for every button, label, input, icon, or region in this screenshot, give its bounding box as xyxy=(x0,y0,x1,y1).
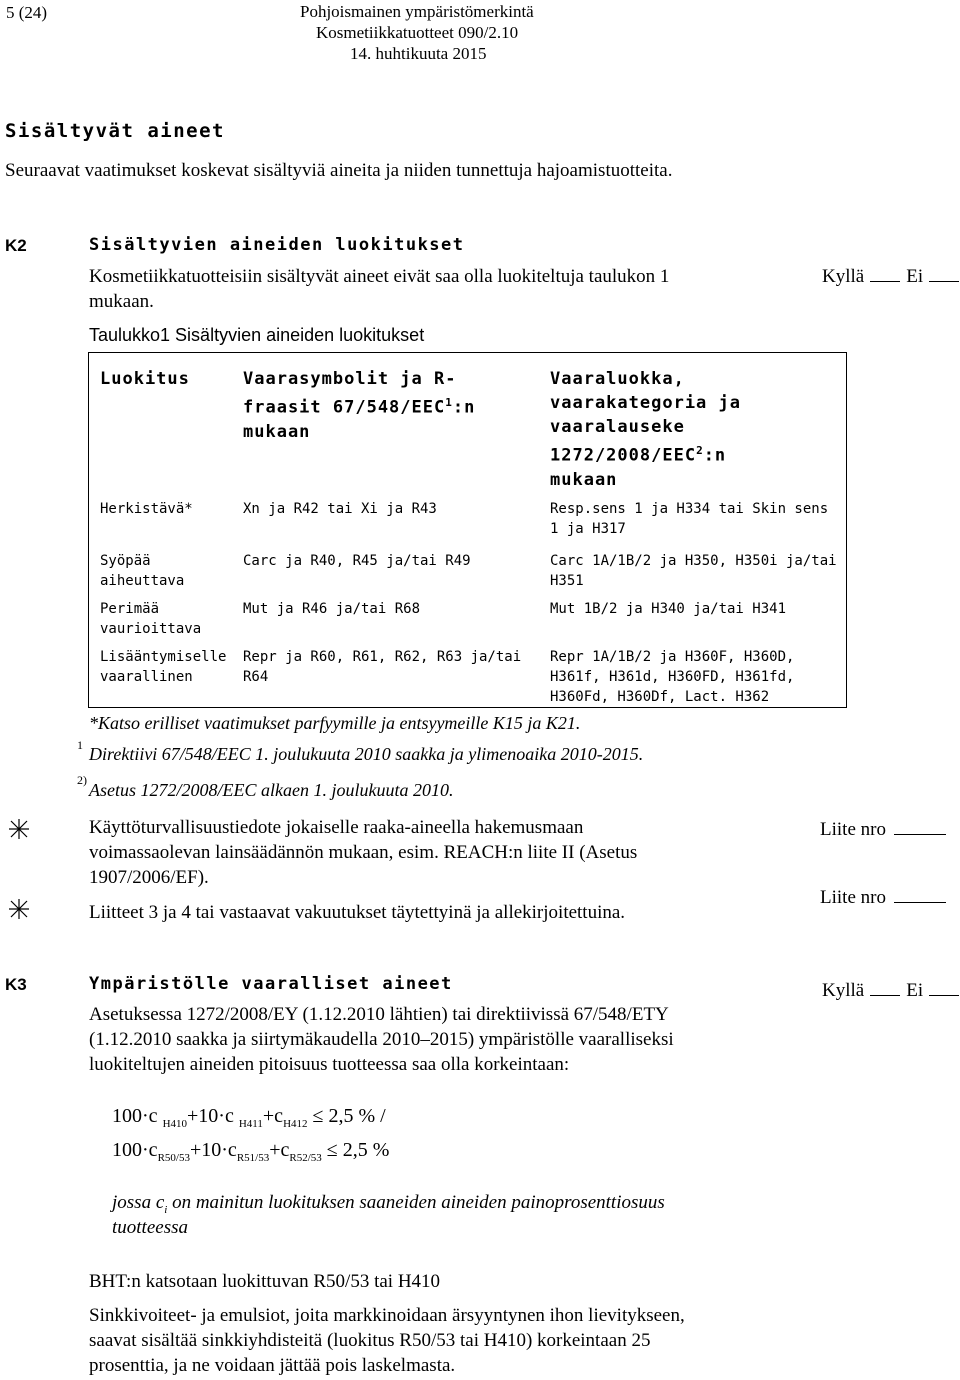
jossa-line1: jossa $c_i$ on mainitun luokituksen saaneiden aineiden painoprosenttiosuus xyxy=(112,1192,665,1216)
table-cell: Mut 1B/2 ja H340 ja/tai H341 xyxy=(550,601,787,617)
k3-text-line1: Asetuksessa 1272/2008/EY (1.12.2010 lähtien) tai direktiivissä 67/548/ETY xyxy=(89,1004,669,1025)
footnote-1-mark: 1 xyxy=(77,738,83,752)
k2-item1-line2: voimassaolevan lainsäädännön mukaan, esim. REACH:n liite II (Asetus xyxy=(89,842,638,863)
k2-item1-line1: Käyttöturvallisuustiedote jokaiselle raaka-aineella hakemusmaan xyxy=(89,817,584,838)
footnote-2: Asetus 1272/2008/EEC alkaen 1. joulukuuta 2010. xyxy=(89,780,454,800)
table-cell: Carc 1A/1B/2 ja H350, H350i ja/tai H351 xyxy=(550,553,837,589)
table-header-c3-line4: 1272/2008/EEC$^2$:n xyxy=(550,444,727,466)
sinkki-line1: Sinkkivoiteet- ja emulsiot, joita markkinoidaan ärsyyntynen ihon lievitykseen, xyxy=(89,1305,685,1326)
table-cell: Repr ja R60, R61, R62, R63 ja/tai R64 xyxy=(243,649,522,685)
k2-title: Sisältyvien aineiden luokitukset xyxy=(89,235,465,255)
formula-1: 100·c $_{H410}$+10·c $_{H411}+c_{H412} \le 2,5$ % / xyxy=(112,1105,386,1130)
table-header-c3-line2: vaarakategoria ja xyxy=(550,393,741,413)
table-row: Herkistävä* xyxy=(100,501,193,517)
table-row: Perimää vaurioittava xyxy=(100,601,202,637)
note-icon xyxy=(8,818,30,840)
k3-title: Ympäristölle vaaralliset aineet xyxy=(89,974,453,994)
formula-2: $100\cdot c_{R50/53}+10\cdot c_{R51/53}+c_{R52/53} \le 2,5$ % xyxy=(112,1139,390,1164)
table-header-c2-line1: Vaarasymbolit ja R- xyxy=(243,369,457,389)
k2-text-line2: mukaan. xyxy=(89,291,154,312)
note-icon xyxy=(8,898,30,920)
table-cell: Repr 1A/1B/2 ja H360F, H360D, H361f, H361d, H360FD, H361fd, H360Fd, H360Df, Lact. H362 xyxy=(550,649,795,705)
k2-ei-label: Ei xyxy=(906,266,924,287)
table-header-c2-line2: fraasit 67/548/EEC$^1$:n xyxy=(243,396,476,418)
k3-ei-label: Ei xyxy=(906,980,924,1001)
k3-answer xyxy=(822,978,960,1003)
section-intro: Seuraavat vaatimukset koskevat sisältyviä aineita ja niiden tunnettuja hajoamistuotteita. xyxy=(5,160,673,181)
k3-ei-blank[interactable] xyxy=(929,979,959,996)
table-title: Taulukko1 Sisältyvien aineiden luokitukset xyxy=(89,325,425,345)
table-cell: Carc ja R40, R45 ja/tai R49 xyxy=(243,553,471,569)
table-header-c3-line3: vaaralauseke xyxy=(550,417,685,437)
table-note: *Katso erilliset vaatimukset parfyymille ja entsyymeille K15 ja K21. xyxy=(89,713,581,733)
k2-ei-blank[interactable] xyxy=(929,265,959,282)
k3-text-line3: luokiteltujen aineiden pitoisuus tuotteessa saa olla korkeintaan: xyxy=(89,1054,570,1075)
k3-code: K3 xyxy=(5,975,27,994)
table-header-c3-line5: mukaan xyxy=(550,469,618,490)
table-row: Syöpää aiheuttava xyxy=(100,553,185,589)
bht-text: BHT:n katsotaan luokittuvan R50/53 tai H410 xyxy=(89,1271,441,1292)
table-header-luokitus: Luokitus xyxy=(100,369,190,389)
k3-text-line2: (1.12.2010 saakka ja siirtymäkaudella 2010–2015) ympäristölle vaaralliseksi xyxy=(89,1029,674,1050)
table-cell: Xn ja R42 tai Xi ja R43 xyxy=(243,501,437,517)
liite-1-blank[interactable] xyxy=(894,818,946,835)
liite-2: Liite nro xyxy=(820,885,946,910)
k2-kylla-blank[interactable] xyxy=(870,265,900,282)
liite-2-blank[interactable] xyxy=(894,886,946,903)
k2-code: K2 xyxy=(5,236,27,255)
k2-item2: Liitteet 3 ja 4 tai vastaavat vakuutukset täytettyinä ja allekirjoitettuina. xyxy=(89,902,626,923)
header-date: 14. huhtikuuta 2015 xyxy=(350,44,487,63)
footnote-1: Direktiivi 67/548/EEC 1. joulukuuta 2010 saakka ja ylimenoaika 2010-2015. xyxy=(89,744,644,764)
jossa-line2: tuotteessa xyxy=(112,1217,188,1238)
table-header-vaarasymbolit xyxy=(243,367,475,444)
k2-item1-line3: 1907/2006/EF). xyxy=(89,867,209,888)
k3-kylla-label: Kyllä xyxy=(822,980,865,1001)
page-number: 5 (24) xyxy=(6,3,48,22)
table-header-c3-line1: Vaaraluokka, xyxy=(550,369,685,389)
liite-1: Liite nro xyxy=(820,817,946,842)
table-header-vaaraluokka xyxy=(550,367,741,492)
sinkki-line2: saavat sisältää sinkkiyhdisteitä (luokitus R50/53 tai H410) korkeintaan 25 xyxy=(89,1330,651,1351)
k3-kylla-blank[interactable] xyxy=(870,979,900,996)
header-org: Pohjoismainen ympäristömerkintä xyxy=(300,2,534,21)
section-title: Sisältyvät aineet xyxy=(5,120,225,142)
sinkki-line3: prosenttia, ja ne voidaan jättää pois laskelmasta. xyxy=(89,1355,456,1376)
footnote-2-mark: 2) xyxy=(77,773,87,787)
header-doc: Kosmetiikkatuotteet 090/2.10 xyxy=(316,23,519,42)
table-cell: Mut ja R46 ja/tai R68 xyxy=(243,601,421,617)
k2-text-line1: Kosmetiikkatuotteisiin sisältyvät aineet eivät saa olla luokiteltuja taulukon 1 xyxy=(89,266,670,287)
k2-kylla-label: Kyllä xyxy=(822,266,865,287)
table-header-c2-line3: mukaan xyxy=(243,421,311,442)
table-row: Lisääntymiselle vaarallinen xyxy=(100,649,227,685)
table-cell: Resp.sens 1 ja H334 tai Skin sens 1 ja H317 xyxy=(550,501,829,537)
k2-answer xyxy=(822,264,960,289)
